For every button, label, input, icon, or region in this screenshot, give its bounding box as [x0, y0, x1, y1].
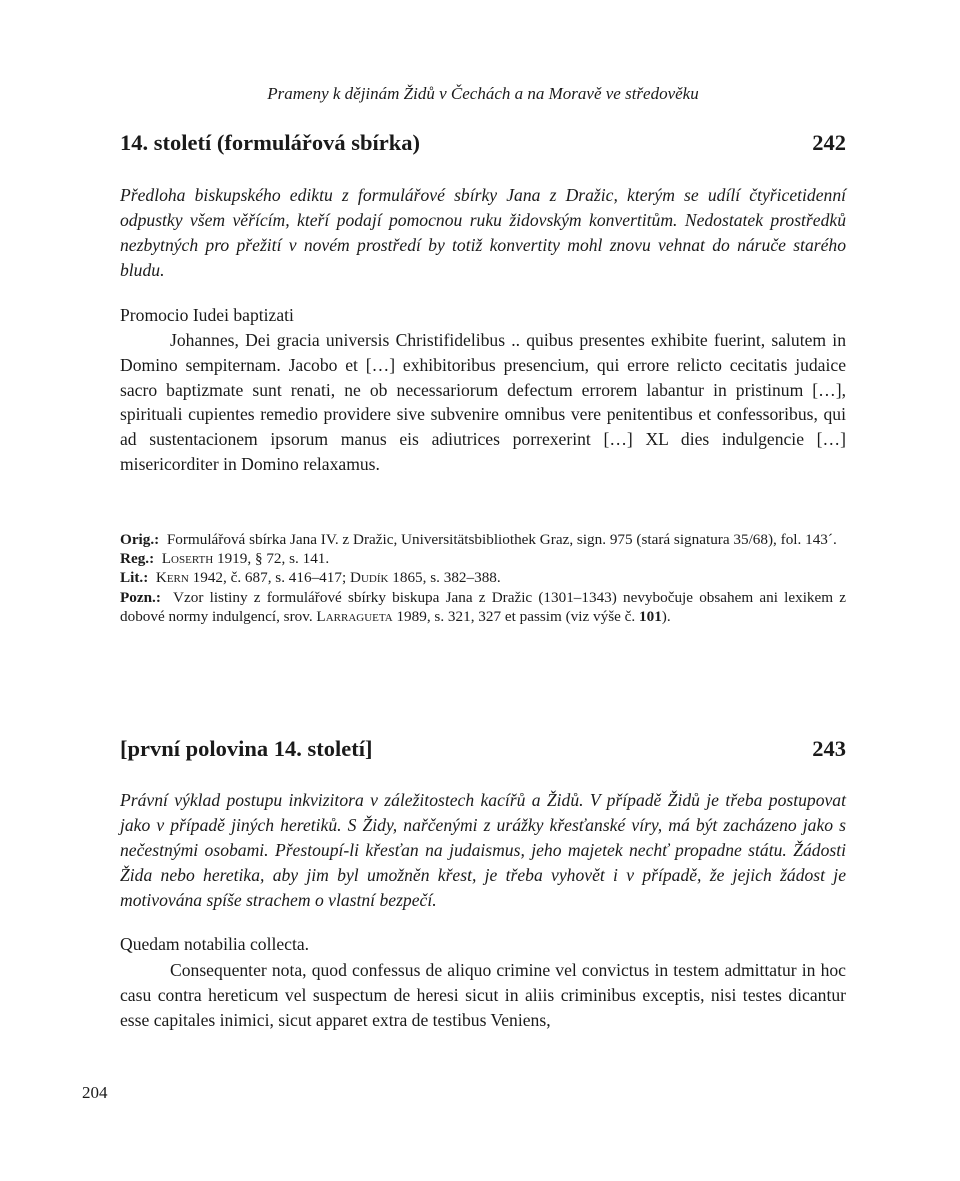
entry-242-text: Johannes, Dei gracia universis Christifidelibus .. quibus presentes exhibite fuerint, salutem in Domino sempiternam. Jacobo et […] exhibitoribus presencium, qui errore relicto cecitatis judaice sacro baptizmate sunt renati, ne ob necessariorum defectum errorem labantur in pristinum […], spirituali cupientes remedio providere sive subvenire omnibus vere penitentibus et confessoribus, qui ad sustentacionem ipsorum manus eis adiutrices porrexerint […] XL dies indulgencie […] misericorditer in Domino relaxamus. [120, 330, 846, 474]
entry-242-regest: Předloha biskupského ediktu z formulářové sbírky Jana z Dražic, kterým se udílí čtyřicetidenní odpustky všem věřícím, kteří podají pomocnou ruku židovským konvertitům. Nedostatek prostředků nezbytných pro přežití v novém prostředí by totiž konvertity mohl znovu vehnat do náruče starého bludu. [120, 185, 846, 280]
entry-242-apparatus [120, 530, 846, 626]
lit-label: Lit.: [120, 569, 149, 587]
running-head: Prameny k dějinám Židů v Čechách a na Moravě ve středověku [267, 84, 699, 103]
page-number: 204 [82, 1083, 108, 1102]
entry-date: 14. století (formulářová sbírka) [120, 130, 420, 155]
entry-number: 243 [812, 736, 846, 761]
entry-242-heading [120, 130, 846, 156]
orig-text: Formulářová sbírka Jana IV. z Dražic, Universitätsbibliothek Graz, sign. 975 (stará signatura 35/68), fol. 143´. [166, 531, 837, 548]
orig-label: Orig.: [120, 531, 160, 548]
entry-date: [první polovina 14. století] [120, 736, 373, 761]
entry-243-regest: Právní výklad postupu inkvizitora v záležitostech kacířů a Židů. V případě Židů je třeba postupovat jako v případě jiných heretiků. S Židy, nařčenými z urážky křesťanské víry, má být zacházeno jako s nečestnými osobami. Přestoupí-li křesťan na judaismus, jeho majetek nechť propadne státu. Žádosti Žida nebo heretika, aby jim byl umožněn křest, je třeba vyhovět i v případě, že jejich žádost je motivována spíše strachem o vlastní bezpečí. [120, 790, 846, 910]
reg-author: Loserth [161, 550, 214, 568]
entry-243-text: Consequenter nota, quod confessus de aliquo crimine vel convictus in testem admittatur in hoc casu contra hereticum vel suspectum de heresi sicut in aliis criminibus exceptis, nisi testes dicantur esse capitales inimici, sicut apparet extra de testibus Veniens, [120, 960, 846, 1030]
pozn-text: Vzor listiny z formulářové sbírky biskupa Jana z Dražic (1301–1343) nevybočuje obsahem ani lexikem z dobové normy indulgencí, srov. [120, 588, 846, 625]
pozn-line [120, 588, 846, 626]
pozn-ref: 101 [639, 607, 662, 625]
entry-243-incipit: Quedam notabilia collecta. [120, 934, 310, 954]
pozn-rest: 1989, s. 321, 327 et passim (viz výše č. [396, 607, 636, 625]
pozn-author: Larragueta [316, 607, 393, 625]
entry-number: 242 [812, 130, 846, 155]
lit-line [120, 568, 846, 587]
lit-author-2: Dudík [349, 569, 389, 587]
orig-line [120, 530, 846, 549]
reg-label: Reg.: [120, 550, 155, 568]
entry-243-heading [120, 736, 846, 762]
reg-line [120, 549, 846, 568]
pozn-end: ). [661, 607, 671, 625]
pozn-label: Pozn.: [120, 588, 161, 606]
lit-rest-1: 1942, č. 687, s. 416–417; [192, 569, 347, 587]
lit-author-1: Kern [155, 569, 189, 587]
lit-rest-2: 1865, s. 382–388. [392, 569, 501, 587]
entry-242-incipit: Promocio Iudei baptizati [120, 305, 294, 325]
reg-rest: 1919, § 72, s. 141. [216, 550, 330, 568]
